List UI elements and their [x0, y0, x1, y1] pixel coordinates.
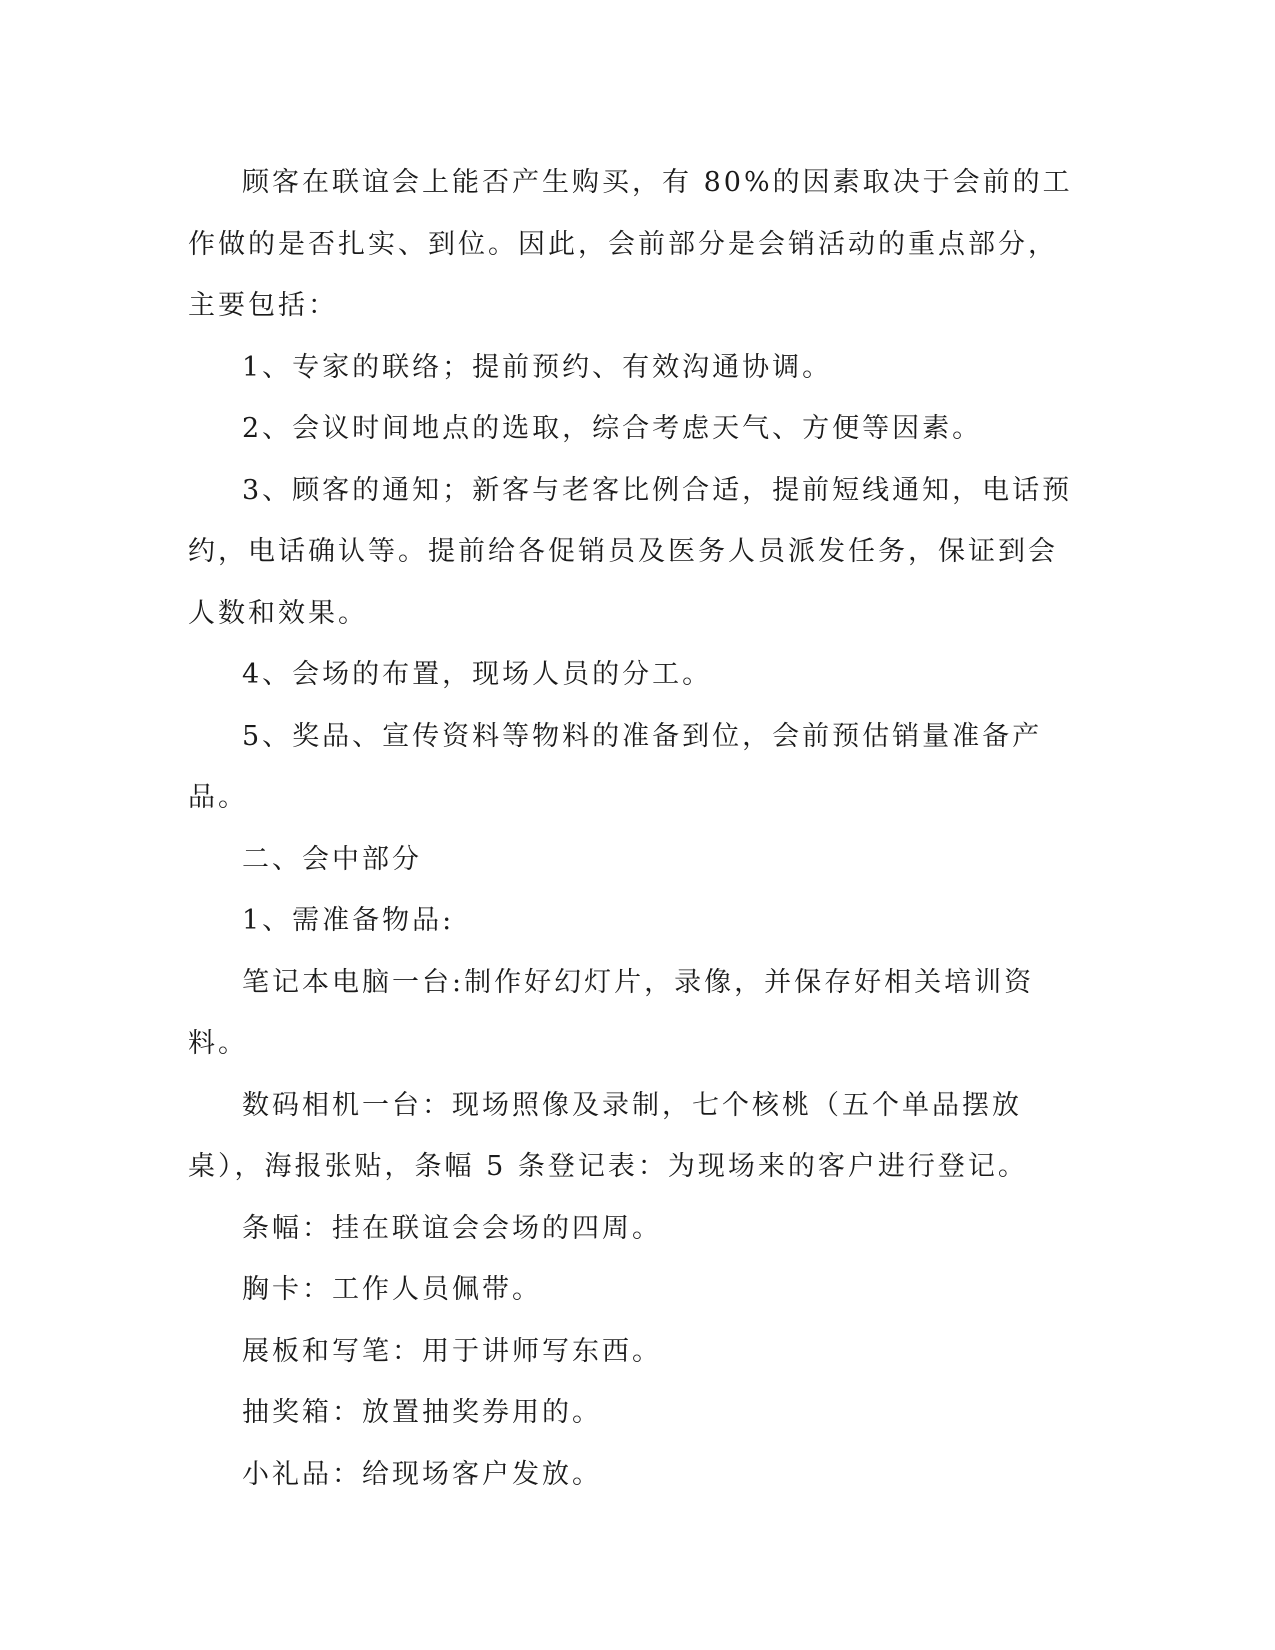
list-item-items-needed: 1、需准备物品:	[242, 905, 455, 936]
list-item-venue-setup: 4、会场的布置，现场人员的分工。	[242, 659, 713, 690]
paragraph-badge: 胸卡：工作人员佩带。	[242, 1274, 542, 1305]
list-item-materials: 5、奖品、宣传资料等物料的准备到位，会前预估销量准备产品。	[188, 720, 1043, 813]
section-heading-during-meeting: 二、会中部分	[242, 843, 422, 875]
paragraph-lottery-box: 抽奖箱：放置抽奖券用的。	[242, 1397, 602, 1428]
paragraph-laptop: 笔记本电脑一台:制作好幻灯片，录像，并保存好相关培训资料。	[188, 966, 1035, 1059]
list-item-meeting-time-place: 2、会议时间地点的选取，综合考虑天气、方便等因素。	[242, 413, 983, 444]
document-body	[188, 152, 1078, 1505]
paragraph-small-gifts: 小礼品：给现场客户发放。	[242, 1458, 602, 1490]
list-item-customer-notice: 3、顾客的通知；新客与老客比例合适，提前短线通知，电话预约，电话确认等。提前给各促销员及医务人员派发任务，保证到会人数和效果。	[188, 474, 1073, 629]
list-item-expert-contact: 1、专家的联络；提前预约、有效沟通协调。	[242, 351, 833, 383]
paragraph-camera: 数码相机一台：现场照像及录制，七个核桃（五个单品摆放桌），海报张贴，条幅 5 条登记表：为现场来的客户进行登记。	[188, 1089, 1028, 1182]
paragraph-display-board: 展板和写笔：用于讲师写东西。	[242, 1335, 662, 1367]
paragraph-intro: 顾客在联谊会上能否产生购买，有 80%的因素取决于会前的工作做的是否扎实、到位。因此，会前部分是会销活动的重点部分，主要包括：	[188, 167, 1073, 321]
paragraph-banner: 条幅：挂在联谊会会场的四周。	[242, 1212, 662, 1244]
